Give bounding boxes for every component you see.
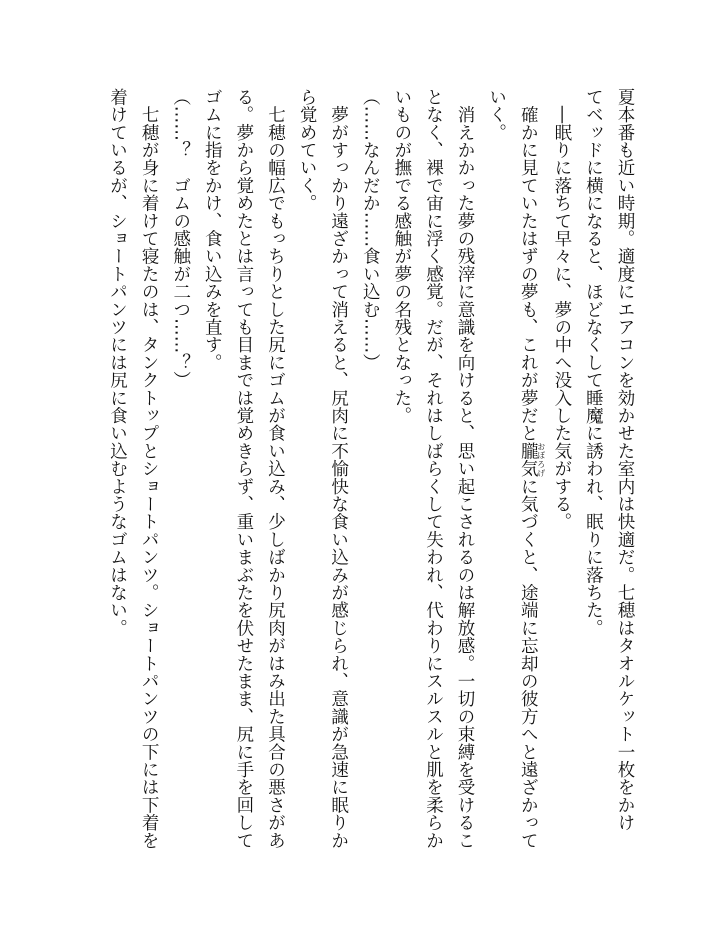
text-line: いものが撫でる感触が夢の名残となった。 — [391, 88, 412, 425]
ruby-word — [518, 442, 546, 478]
text-line: 夏本番も近い時期。適度にエアコンを効かせた室内は快適だ。七穂はタオルケット一枚をかけ — [615, 88, 635, 832]
text-line: 七穂が身に着けて寝たのは、タンクトップとショートパンツ。ショートパンツの下には下着を — [139, 88, 160, 850]
text-line: いく。 — [486, 88, 507, 142]
text-line: （……なんだか……食い込む……） — [360, 88, 381, 372]
ruby-reading: おぼろげ — [536, 442, 546, 478]
text-line: ―眠りに落ちて早々に、夢の中へ没入した気がする。 — [551, 88, 572, 531]
text-line: ら覚めていく。 — [297, 88, 318, 212]
text-line: 着けているが、ショートパンツには尻に食い込むようなゴムはない。 — [107, 88, 128, 637]
text-line: となく、裸で宙に浮く感覚。だが、それはしばらくして失われ、代わりにスルスルと肌を柔らか — [423, 88, 444, 850]
text-line-with-ruby — [512, 88, 546, 858]
ruby-base: 朧気 — [518, 442, 539, 478]
text-line: 七穂の幅広でもっちりとした尻にゴムが食い込み、少しばかり尻肉がはみ出た具合の悪さがあ — [265, 88, 286, 850]
text-line: ゴムに指をかけ、食い込みを直す。 — [202, 88, 223, 372]
text-line: てベッドに横になると、ほどなくして睡魔に誘われ、眠りに落ちた。 — [583, 88, 604, 637]
text-segment: 確かに見ていたはずの夢も、これが夢だと — [518, 88, 539, 442]
text-line: （……？ ゴムの感触が二つ……？） — [170, 88, 191, 389]
text-line: 夢がすっかり遠ざかって消えると、尻肉に不愉快な食い込みが感じられ、意識が急速に眠りか — [328, 88, 349, 850]
text-line: る。夢から覚めたとは言っても目までは覚めきらず、重いまぶたを伏せたまま、尻に手を回して — [233, 88, 254, 850]
vertical-text-body — [101, 88, 640, 858]
text-segment: に気づくと、途端に忘却の彼方へと遠ざかって — [518, 477, 539, 850]
text-line: 消えかかった夢の残滓に意識を向けると、思い起こされるのは解放感。一切の束縛を受けるこ — [455, 88, 476, 850]
